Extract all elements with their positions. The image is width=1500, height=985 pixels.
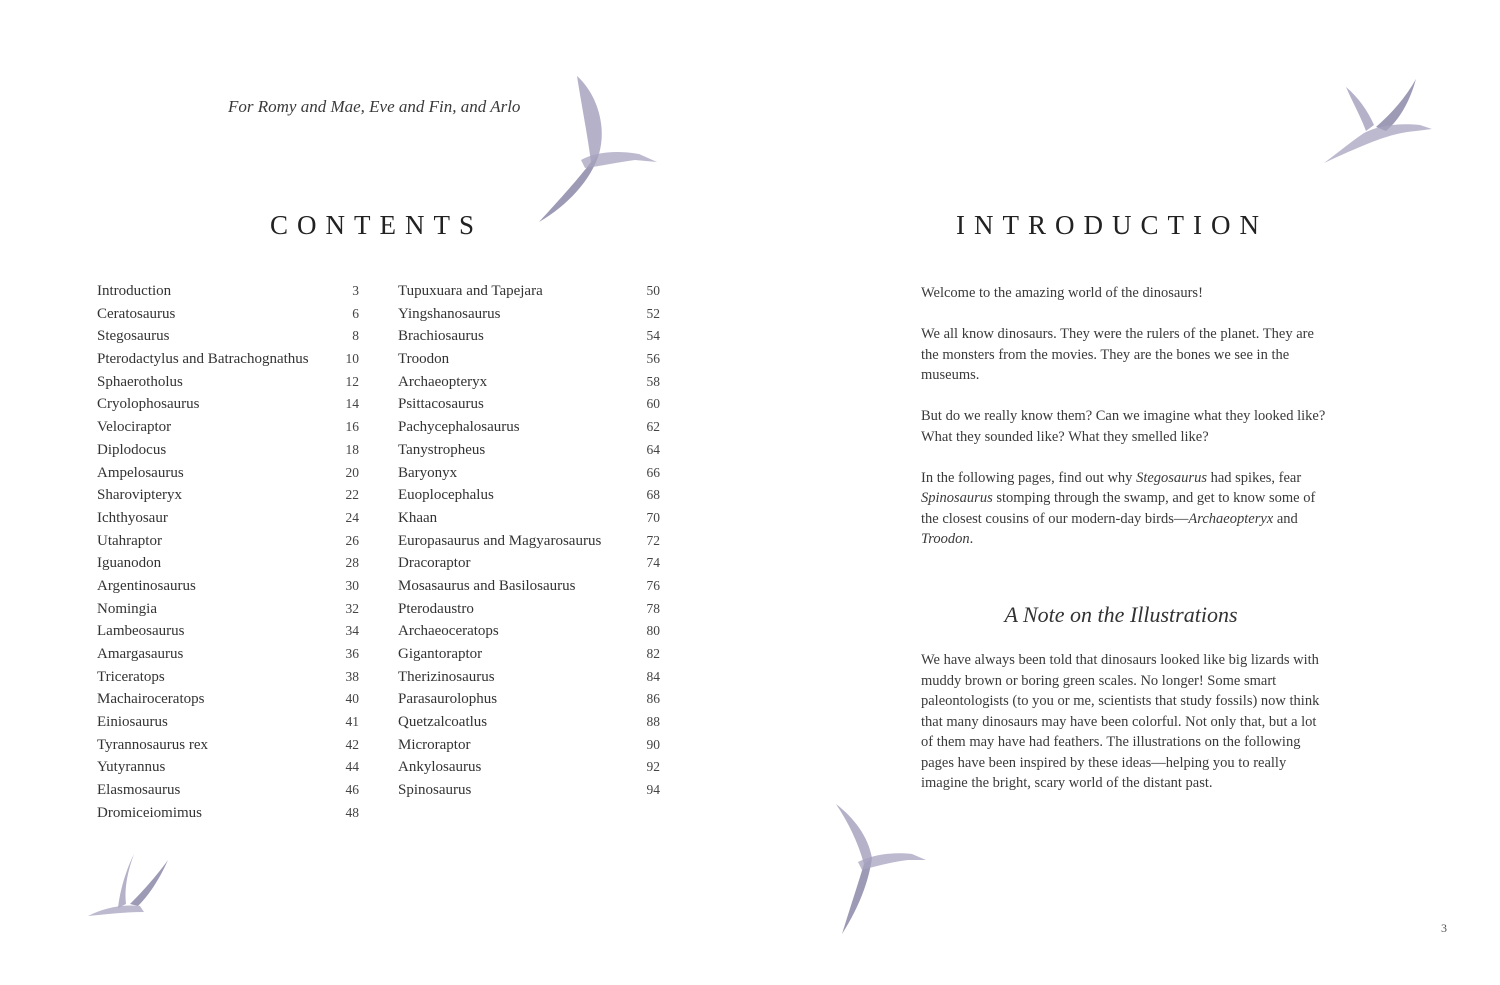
toc-entry-page: 40 <box>345 691 359 707</box>
toc-entry-page: 22 <box>345 487 359 503</box>
toc-entry <box>97 578 359 601</box>
toc-entry-title: Elasmosaurus <box>97 782 181 799</box>
note-paragraph: We have always been told that dinosaurs looked like big lizards with muddy brown or boring green scales. No longer! Some smart paleontologists (to you or me, scientists that study fossils) now think that many dinosaurs may have been colorful. Not only that, but a lot of them may have had feathers. The illustrations on the following pages have been inspired by these ideas—helping you to really imagine the bright, scary world of the distant past. <box>921 652 1320 791</box>
toc-entry-title: Troodon <box>398 351 450 368</box>
intro-text: had spikes, fear <box>1206 469 1302 486</box>
toc-entry-page: 90 <box>646 736 660 752</box>
toc-entry <box>398 283 660 306</box>
toc-entry <box>97 374 359 397</box>
toc-entry-title: Archaeoceratops <box>398 623 499 640</box>
toc-entry-page: 12 <box>345 373 359 389</box>
toc-entry-title: Europasaurus and Magyarosaurus <box>398 532 602 549</box>
toc-entry-page: 64 <box>646 441 660 457</box>
toc-entry <box>97 510 359 533</box>
intro-paragraph-1: Welcome to the amazing world of the dinosaurs! <box>921 285 1203 301</box>
toc-entry-title: Einiosaurus <box>97 714 168 731</box>
toc-entry-title: Parasaurolophus <box>398 691 498 708</box>
toc-entry <box>97 623 359 646</box>
toc-entry <box>97 487 359 510</box>
toc-entry <box>398 601 660 624</box>
toc-entry-title: Pterodactylus and Batrachognathus <box>97 351 309 368</box>
toc-entry <box>97 691 359 714</box>
toc-entry <box>398 646 660 669</box>
toc-column-left <box>97 283 359 828</box>
toc-entry-page: 8 <box>352 328 359 344</box>
toc-entry-title: Ceratosaurus <box>97 305 176 322</box>
toc-entry <box>398 669 660 692</box>
contents-heading: CONTENTS <box>270 210 483 240</box>
toc-entry-title: Machairoceratops <box>97 691 205 708</box>
toc-entry-title: Psittacosaurus <box>398 396 484 413</box>
toc-entry-page: 41 <box>345 714 359 730</box>
page-number: 3 <box>1441 921 1447 935</box>
toc-entry <box>97 351 359 374</box>
toc-entry <box>97 759 359 782</box>
toc-entry-title: Microraptor <box>398 736 471 753</box>
intro-text: and <box>1273 510 1298 527</box>
toc-entry-page: 78 <box>646 600 660 616</box>
intro-text: stomping through the swamp, and get to know some of the closest cousins of our modern-day birds— <box>921 490 1316 527</box>
pterosaur-illustration-icon <box>535 70 665 225</box>
toc-entry <box>97 465 359 488</box>
toc-entry-title: Velociraptor <box>97 419 172 436</box>
intro-text: . <box>969 531 974 547</box>
toc-entry-page: 3 <box>352 283 359 298</box>
toc-entry-title: Argentinosaurus <box>97 577 196 594</box>
toc-entry-page: 28 <box>345 555 359 571</box>
toc-entry-title: Khaan <box>398 509 438 526</box>
toc-entry-page: 30 <box>345 577 359 593</box>
toc-entry-title: Tanystropheus <box>398 441 486 458</box>
toc-entry <box>398 737 660 760</box>
dedication: For Romy and Mae, Eve and Fin, and Arlo <box>228 97 521 116</box>
toc-entry-page: 24 <box>345 509 359 525</box>
dinosaur-name: Archaeopteryx <box>1188 510 1274 527</box>
toc-entry-page: 68 <box>646 487 660 503</box>
toc-entry <box>97 805 359 828</box>
toc-entry-page: 16 <box>345 419 359 435</box>
toc-entry-page: 44 <box>345 759 359 775</box>
toc-entry <box>398 578 660 601</box>
toc-entry-page: 50 <box>646 283 660 298</box>
toc-entry-page: 38 <box>345 668 359 684</box>
toc-entry-page: 66 <box>646 464 660 480</box>
toc-entry-title: Therizinosaurus <box>398 668 495 685</box>
toc-entry-page: 86 <box>646 691 660 707</box>
toc-entry-page: 10 <box>345 351 359 367</box>
toc-entry <box>97 669 359 692</box>
toc-entry-title: Cryolophosaurus <box>97 396 200 413</box>
toc-entry-page: 20 <box>345 464 359 480</box>
toc-entry-page: 46 <box>345 782 359 798</box>
introduction-body <box>921 283 1331 570</box>
pterosaur-illustration-icon <box>80 850 175 930</box>
toc-entry-page: 26 <box>345 532 359 548</box>
toc-entry <box>97 396 359 419</box>
toc-entry-page: 56 <box>646 351 660 367</box>
toc-entry <box>97 533 359 556</box>
toc-entry-title: Ichthyosaur <box>97 509 168 526</box>
toc-entry-page: 94 <box>646 782 660 798</box>
toc-entry <box>398 351 660 374</box>
toc-entry-page: 42 <box>345 736 359 752</box>
toc-entry-page: 80 <box>646 623 660 639</box>
toc-entry <box>398 691 660 714</box>
toc-entry-page: 92 <box>646 759 660 775</box>
toc-entry-title: Triceratops <box>97 668 165 685</box>
toc-entry-page: 84 <box>646 668 660 684</box>
note-heading: A Note on the Illustrations <box>1004 602 1238 627</box>
toc-entry <box>97 328 359 351</box>
toc-entry <box>398 714 660 737</box>
toc-entry <box>97 555 359 578</box>
toc-entry-page: 58 <box>646 373 660 389</box>
toc-entry-page: 76 <box>646 577 660 593</box>
toc-entry-page: 52 <box>646 305 660 321</box>
toc-entry <box>97 283 359 306</box>
toc-entry-title: Quetzalcoatlus <box>398 714 488 731</box>
toc-entry-title: Introduction <box>97 283 172 299</box>
toc-entry-title: Baryonyx <box>398 464 458 481</box>
toc-entry <box>97 646 359 669</box>
intro-paragraph-2: We all know dinosaurs. They were the rulers of the planet. They are the monsters from the movies. They are the bones we see in the museums. <box>921 326 1314 383</box>
toc-entry-page: 82 <box>646 646 660 661</box>
toc-entry <box>398 510 660 533</box>
toc-entry-title: Nomingia <box>97 600 157 617</box>
toc-entry-page: 48 <box>345 804 359 820</box>
introduction-heading: INTRODUCTION <box>956 210 1268 240</box>
toc-entry-title: Brachiosaurus <box>398 328 484 345</box>
toc-entry-title: Mosasaurus and Basilosaurus <box>398 577 576 594</box>
toc-entry-title: Yingshanosaurus <box>398 305 501 322</box>
toc-entry-page: 32 <box>345 600 359 616</box>
toc-entry <box>398 487 660 510</box>
toc-entry-title: Euoplocephalus <box>398 487 494 504</box>
toc-entry <box>97 442 359 465</box>
pterosaur-illustration-icon <box>830 800 930 940</box>
pterosaur-illustration-icon <box>1320 75 1435 170</box>
toc-entry <box>97 737 359 760</box>
intro-paragraph-4 <box>921 468 1331 550</box>
toc-entry <box>398 306 660 329</box>
toc-entry <box>97 306 359 329</box>
toc-entry-page: 34 <box>345 623 359 639</box>
toc-entry-title: Pterodaustro <box>398 600 474 617</box>
toc-entry-title: Gigantoraptor <box>398 646 483 662</box>
toc-entry-title: Iguanodon <box>97 555 162 572</box>
toc-entry-page: 72 <box>646 532 660 548</box>
toc-entry-title: Spinosaurus <box>398 782 472 799</box>
toc-entry <box>398 533 660 556</box>
toc-entry-title: Archaeopteryx <box>398 373 488 390</box>
toc-entry <box>398 328 660 351</box>
toc-entry-page: 74 <box>646 555 660 571</box>
toc-entry <box>97 601 359 624</box>
toc-entry-title: Sharovipteryx <box>97 487 182 504</box>
toc-entry-title: Tyrannosaurus rex <box>97 736 208 753</box>
toc-entry-title: Yutyrannus <box>97 759 166 776</box>
toc-entry-title: Tupuxuara and Tapejara <box>398 283 543 299</box>
dinosaur-name: Troodon <box>921 531 970 547</box>
toc-entry <box>398 396 660 419</box>
dinosaur-name: Spinosaurus <box>921 490 993 506</box>
toc-entry-page: 70 <box>646 509 660 525</box>
toc-entry-title: Utahraptor <box>97 532 162 549</box>
toc-entry-page: 88 <box>646 714 660 730</box>
dinosaur-name: Stegosaurus <box>1136 469 1207 486</box>
toc-entry <box>398 555 660 578</box>
toc-entry <box>398 623 660 646</box>
intro-text: In the following pages, find out why <box>921 469 1137 486</box>
toc-entry <box>398 782 660 805</box>
toc-entry-page: 6 <box>352 305 359 321</box>
toc-entry-title: Dromiceiomimus <box>97 804 202 821</box>
toc-entry-title: Diplodocus <box>97 441 167 458</box>
note-body <box>921 650 1331 814</box>
toc-entry-title: Ampelosaurus <box>97 464 184 481</box>
toc-entry-title: Pachycephalosaurus <box>398 419 520 436</box>
toc-entry-title: Ankylosaurus <box>398 759 482 776</box>
toc-entry-title: Lambeosaurus <box>97 623 185 640</box>
toc-entry-title: Amargasaurus <box>97 646 184 662</box>
toc-entry <box>398 442 660 465</box>
toc-entry-page: 54 <box>646 328 660 344</box>
toc-entry-page: 62 <box>646 419 660 435</box>
toc-entry-page: 14 <box>345 396 359 412</box>
toc-entry <box>398 374 660 397</box>
toc-entry-page: 18 <box>345 441 359 457</box>
toc-entry <box>97 419 359 442</box>
toc-entry-title: Sphaerotholus <box>97 373 183 390</box>
toc-entry-title: Dracoraptor <box>398 555 471 572</box>
intro-paragraph-3: But do we really know them? Can we imagine what they looked like? What they sounded like? What they smelled like? <box>921 408 1326 445</box>
toc-column-right <box>398 283 660 805</box>
toc-entry <box>398 419 660 442</box>
toc-entry <box>97 782 359 805</box>
toc-entry <box>398 465 660 488</box>
toc-entry-title: Stegosaurus <box>97 328 170 345</box>
toc-entry-page: 60 <box>646 396 660 412</box>
toc-entry <box>97 714 359 737</box>
toc-entry <box>398 759 660 782</box>
toc-entry-page: 36 <box>345 646 359 661</box>
